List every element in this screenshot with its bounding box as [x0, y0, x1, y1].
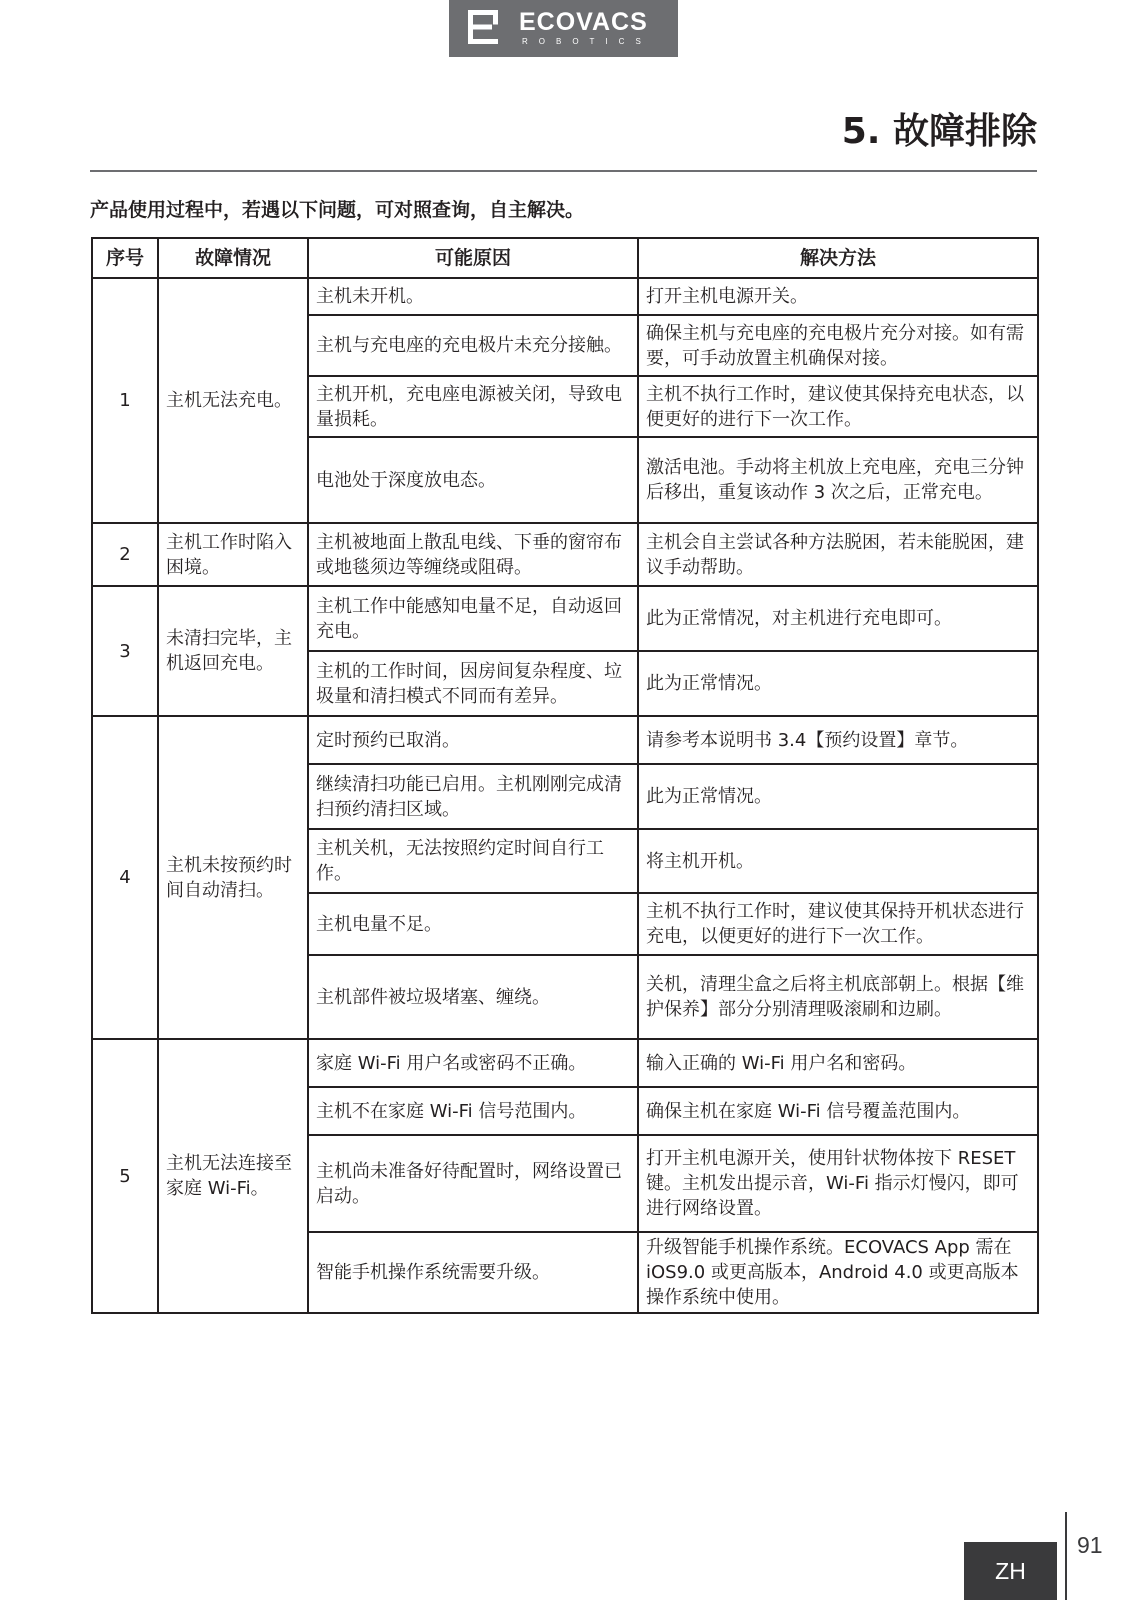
fault-description: 主机未按预约时间自动清扫。 [158, 716, 308, 1039]
cause-cell: 继续清扫功能已启用。主机刚刚完成清扫预约清扫区域。 [308, 764, 638, 829]
troubleshooting-table [91, 237, 1039, 1314]
solution-cell: 此为正常情况。 [638, 651, 1038, 716]
solution-cell: 主机不执行工作时，建议使其保持开机状态进行充电，以便更好的进行下一次工作。 [638, 893, 1038, 955]
cause-cell: 电池处于深度放电态。 [308, 437, 638, 523]
cause-cell: 主机电量不足。 [308, 893, 638, 955]
fault-description: 主机工作时陷入困境。 [158, 523, 308, 586]
section-title: 5. 故障排除 [841, 111, 1037, 152]
ecovacs-logo [449, 0, 678, 57]
brand-subtitle: ROBOTICS [522, 37, 652, 46]
solution-cell: 打开主机电源开关。 [638, 278, 1038, 315]
table-row [92, 716, 1038, 764]
row-number: 2 [92, 523, 158, 586]
title-divider [90, 170, 1037, 172]
row-number: 4 [92, 716, 158, 1039]
cause-cell: 主机不在家庭 Wi-Fi 信号范围内。 [308, 1087, 638, 1135]
row-number: 5 [92, 1039, 158, 1313]
table-row [92, 278, 1038, 315]
ecovacs-mark-icon [468, 10, 498, 44]
table-row [92, 586, 1038, 651]
cause-cell: 主机开机，充电座电源被关闭，导致电量损耗。 [308, 376, 638, 437]
solution-cell: 打开主机电源开关，使用针状物体按下 RESET 键。主机发出提示音，Wi-Fi 指示灯慢闪，即可进行网络设置。 [638, 1135, 1038, 1232]
cause-cell: 主机与充电座的充电极片未充分接触。 [308, 315, 638, 376]
solution-cell: 此为正常情况。 [638, 764, 1038, 829]
row-number: 3 [92, 586, 158, 716]
solution-cell: 确保主机在家庭 Wi-Fi 信号覆盖范围内。 [638, 1087, 1038, 1135]
brand-name: ECOVACS [519, 8, 648, 36]
cause-cell: 智能手机操作系统需要升级。 [308, 1232, 638, 1313]
solution-cell: 请参考本说明书 3.4【预约设置】章节。 [638, 716, 1038, 764]
table-row [92, 1039, 1038, 1087]
solution-cell: 此为正常情况，对主机进行充电即可。 [638, 586, 1038, 651]
footer-divider [1065, 1512, 1067, 1600]
header-cause: 可能原因 [308, 238, 638, 278]
row-number: 1 [92, 278, 158, 523]
header-solution: 解决方法 [638, 238, 1038, 278]
solution-cell: 关机，清理尘盒之后将主机底部朝上。根据【维护保养】部分分别清理吸滚刷和边刷。 [638, 955, 1038, 1039]
solution-cell: 输入正确的 Wi-Fi 用户名和密码。 [638, 1039, 1038, 1087]
solution-cell: 主机会自主尝试各种方法脱困，若未能脱困，建议手动帮助。 [638, 523, 1038, 586]
cause-cell: 主机关机，无法按照约定时间自行工作。 [308, 829, 638, 893]
cause-cell: 主机部件被垃圾堵塞、缠绕。 [308, 955, 638, 1039]
fault-description: 主机无法连接至家庭 Wi-Fi。 [158, 1039, 308, 1313]
solution-cell: 激活电池。手动将主机放上充电座，充电三分钟后移出，重复该动作 3 次之后，正常充电。 [638, 437, 1038, 523]
cause-cell: 主机工作中能感知电量不足，自动返回充电。 [308, 586, 638, 651]
solution-cell: 将主机开机。 [638, 829, 1038, 893]
header-fault: 故障情况 [158, 238, 308, 278]
cause-cell: 主机尚未准备好待配置时，网络设置已启动。 [308, 1135, 638, 1232]
language-tag: ZH [964, 1542, 1057, 1600]
solution-cell: 升级智能手机操作系统。ECOVACS App 需在 iOS9.0 或更高版本，Android 4.0 或更高版本操作系统中使用。 [638, 1232, 1038, 1313]
solution-cell: 确保主机与充电座的充电极片充分对接。如有需要，可手动放置主机确保对接。 [638, 315, 1038, 376]
header-no: 序号 [92, 238, 158, 278]
page-number: 91 [1077, 1532, 1103, 1558]
cause-cell: 定时预约已取消。 [308, 716, 638, 764]
table-header-row [92, 238, 1038, 278]
cause-cell: 主机未开机。 [308, 278, 638, 315]
table-row [92, 523, 1038, 586]
fault-description: 主机无法充电。 [158, 278, 308, 523]
cause-cell: 家庭 Wi-Fi 用户名或密码不正确。 [308, 1039, 638, 1087]
intro-text: 产品使用过程中，若遇以下问题，可对照查询，自主解决。 [90, 199, 585, 221]
solution-cell: 主机不执行工作时，建议使其保持充电状态，以便更好的进行下一次工作。 [638, 376, 1038, 437]
fault-description: 未清扫完毕，主机返回充电。 [158, 586, 308, 716]
cause-cell: 主机被地面上散乱电线、下垂的窗帘布或地毯须边等缠绕或阻碍。 [308, 523, 638, 586]
cause-cell: 主机的工作时间，因房间复杂程度、垃圾量和清扫模式不同而有差异。 [308, 651, 638, 716]
